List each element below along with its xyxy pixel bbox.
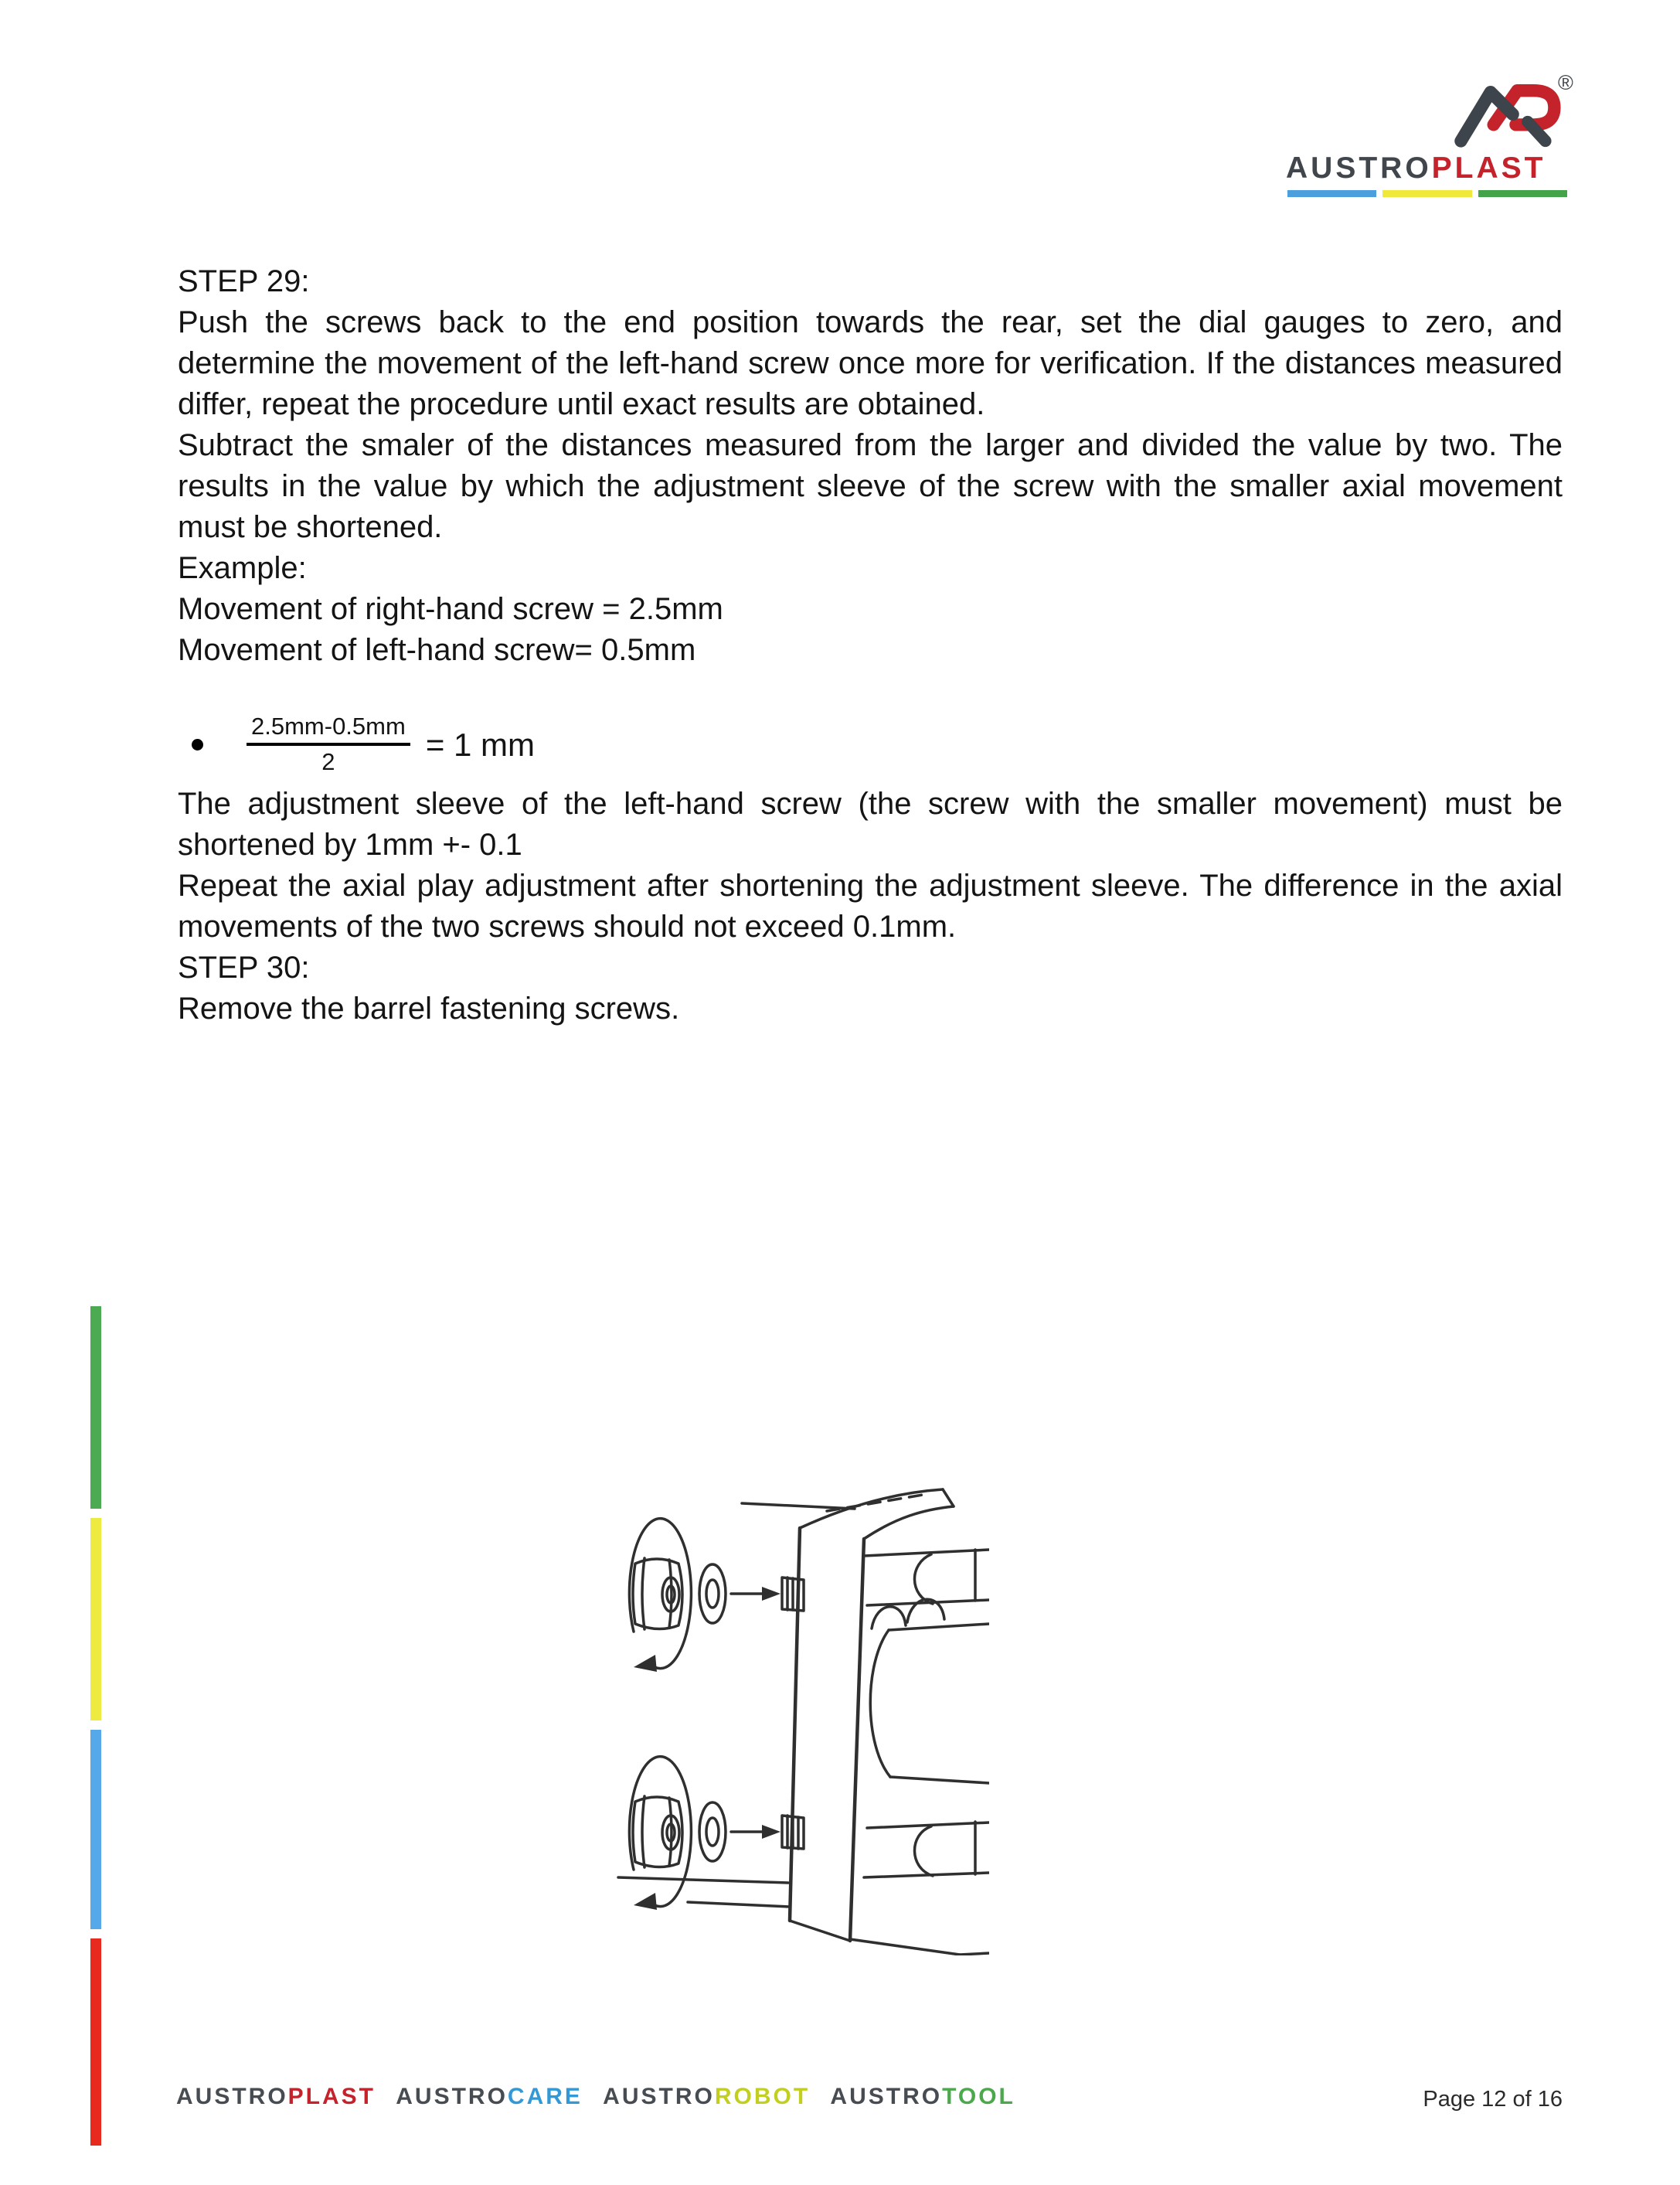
top-nut-assembly <box>629 1519 804 1672</box>
margin-bar-red <box>90 1938 101 2146</box>
formula-row <box>178 705 1563 784</box>
formula-result: = 1 mm <box>425 726 536 763</box>
sleeve-paragraph: The adjustment sleeve of the left-hand screw (the screw with the smaller movement) must be shortened by 1mm +- 0.1 <box>178 787 1563 862</box>
page-number: Page 12 of 16 <box>1423 2087 1563 2112</box>
fraction-numerator: 2.5mm-0.5mm <box>247 712 410 746</box>
logo-bar-yellow <box>1382 190 1471 197</box>
ap-monogram-icon <box>1444 76 1569 150</box>
barrel-housing <box>850 1550 989 1955</box>
leader-line-bottom-2 <box>688 1902 790 1907</box>
brand-austroplast: AUSTROPLAST <box>176 2084 376 2109</box>
margin-bar-yellow <box>90 1518 101 1720</box>
leader-line-bottom-1 <box>618 1877 788 1883</box>
registered-trademark: ® <box>1558 71 1573 94</box>
movement-values <box>178 589 1563 671</box>
bottom-nut-assembly <box>629 1757 804 1910</box>
washer <box>699 1802 726 1861</box>
fraction <box>247 712 410 777</box>
step29-heading: STEP 29: <box>178 264 310 298</box>
footer-brand-wordmarks <box>176 2084 1028 2110</box>
company-logo <box>1286 71 1581 202</box>
example-heading: Example: <box>178 551 307 585</box>
logo-bar-blue <box>1287 190 1376 197</box>
margin-bar-blue <box>90 1730 101 1929</box>
movement-right-line: Movement of right-hand screw = 2.5mm <box>178 592 723 626</box>
logo-wordmark: AUSTROPLAST <box>1286 151 1546 185</box>
logo-bar-green <box>1478 190 1567 197</box>
document-body <box>178 261 1563 1030</box>
washer <box>699 1564 726 1623</box>
logo-underline-bars <box>1287 190 1567 197</box>
brand-austrotool: AUSTROTOOL <box>830 2084 1015 2109</box>
step30-paragraph: Remove the barrel fastening screws. <box>178 992 680 1026</box>
brand-austrorobot: AUSTROROBOT <box>603 2084 811 2109</box>
bullet-icon <box>192 739 203 750</box>
movement-left-line: Movement of left-hand screw= 0.5mm <box>178 633 696 667</box>
barrel-fastening-screws-figure <box>595 1465 989 1955</box>
margin-bar-green <box>90 1306 101 1509</box>
subtract-paragraph: Subtract the smaler of the distances measured from the larger and divided the value by two. The results in the value by which the adjustment sleeve of the screw with the smaller axial movement must be shortened. <box>178 428 1563 544</box>
repeat-paragraph: Repeat the axial play adjustment after shortening the adjustment sleeve. The difference in the axial movements of the two screws should not exceed 0.1mm. <box>178 869 1563 944</box>
step29-paragraph: Push the screws back to the end position towards the rear, set the dial gauges to zero, and determine the movement of the left-hand screw once more for verification. If the distances measured differ, repeat the procedure until exact results are obtained. <box>178 305 1563 421</box>
brand-austrocare: AUSTROCARE <box>396 2084 583 2109</box>
fraction-denominator: 2 <box>321 748 335 775</box>
step30-heading: STEP 30: <box>178 951 310 985</box>
